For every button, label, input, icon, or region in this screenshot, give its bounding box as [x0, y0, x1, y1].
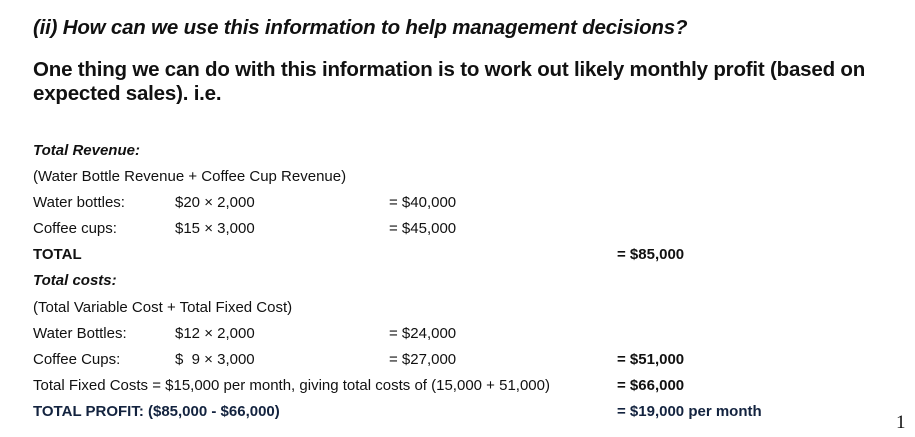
cost-item-calc: $ 9 × 3,000: [175, 351, 255, 368]
revenue-item-label: Water bottles:: [33, 194, 125, 211]
revenue-total-label: TOTAL: [33, 246, 82, 263]
costs-formula: (Total Variable Cost + Total Fixed Cost): [33, 299, 293, 316]
profit-value: = $19,000: [617, 403, 685, 420]
intro-paragraph: One thing we can do with this information is to work out likely monthly profit (based on expected sales). i.e.: [33, 58, 866, 105]
cost-item-value: = $27,000: [389, 351, 457, 368]
cost-item-label: Coffee Cups:: [33, 351, 121, 368]
revenue-item-calc: $20 × 2,000: [175, 194, 255, 211]
profit-suffix: per month: [684, 403, 762, 420]
profit-value-group: [617, 401, 762, 423]
revenue-item-calc: $15 × 3,000: [175, 220, 255, 237]
cost-item-calc: $12 × 2,000: [175, 325, 255, 342]
revenue-item-label: Coffee cups:: [33, 220, 117, 237]
page-number: 1: [896, 412, 906, 433]
cost-item-value: = $24,000: [389, 325, 457, 342]
costs-heading: Total costs:: [33, 272, 117, 289]
cost-item-label: Water Bottles:: [33, 325, 127, 342]
revenue-item-value: = $45,000: [389, 220, 457, 237]
revenue-formula: (Water Bottle Revenue + Coffee Cup Revenue): [33, 168, 347, 185]
total-costs-value: = $66,000: [617, 377, 685, 394]
question-heading: (ii) How can we use this information to help management decisions?: [33, 16, 688, 39]
variable-cost-subtotal: = $51,000: [617, 351, 685, 368]
revenue-total-value: = $85,000: [617, 246, 685, 263]
revenue-heading: Total Revenue:: [33, 142, 140, 159]
profit-label: TOTAL PROFIT: ($85,000 - $66,000): [33, 403, 280, 420]
fixed-costs-text: Total Fixed Costs = $15,000 per month, giving total costs of (15,000 + 51,000): [33, 377, 550, 394]
revenue-item-value: = $40,000: [389, 194, 457, 211]
